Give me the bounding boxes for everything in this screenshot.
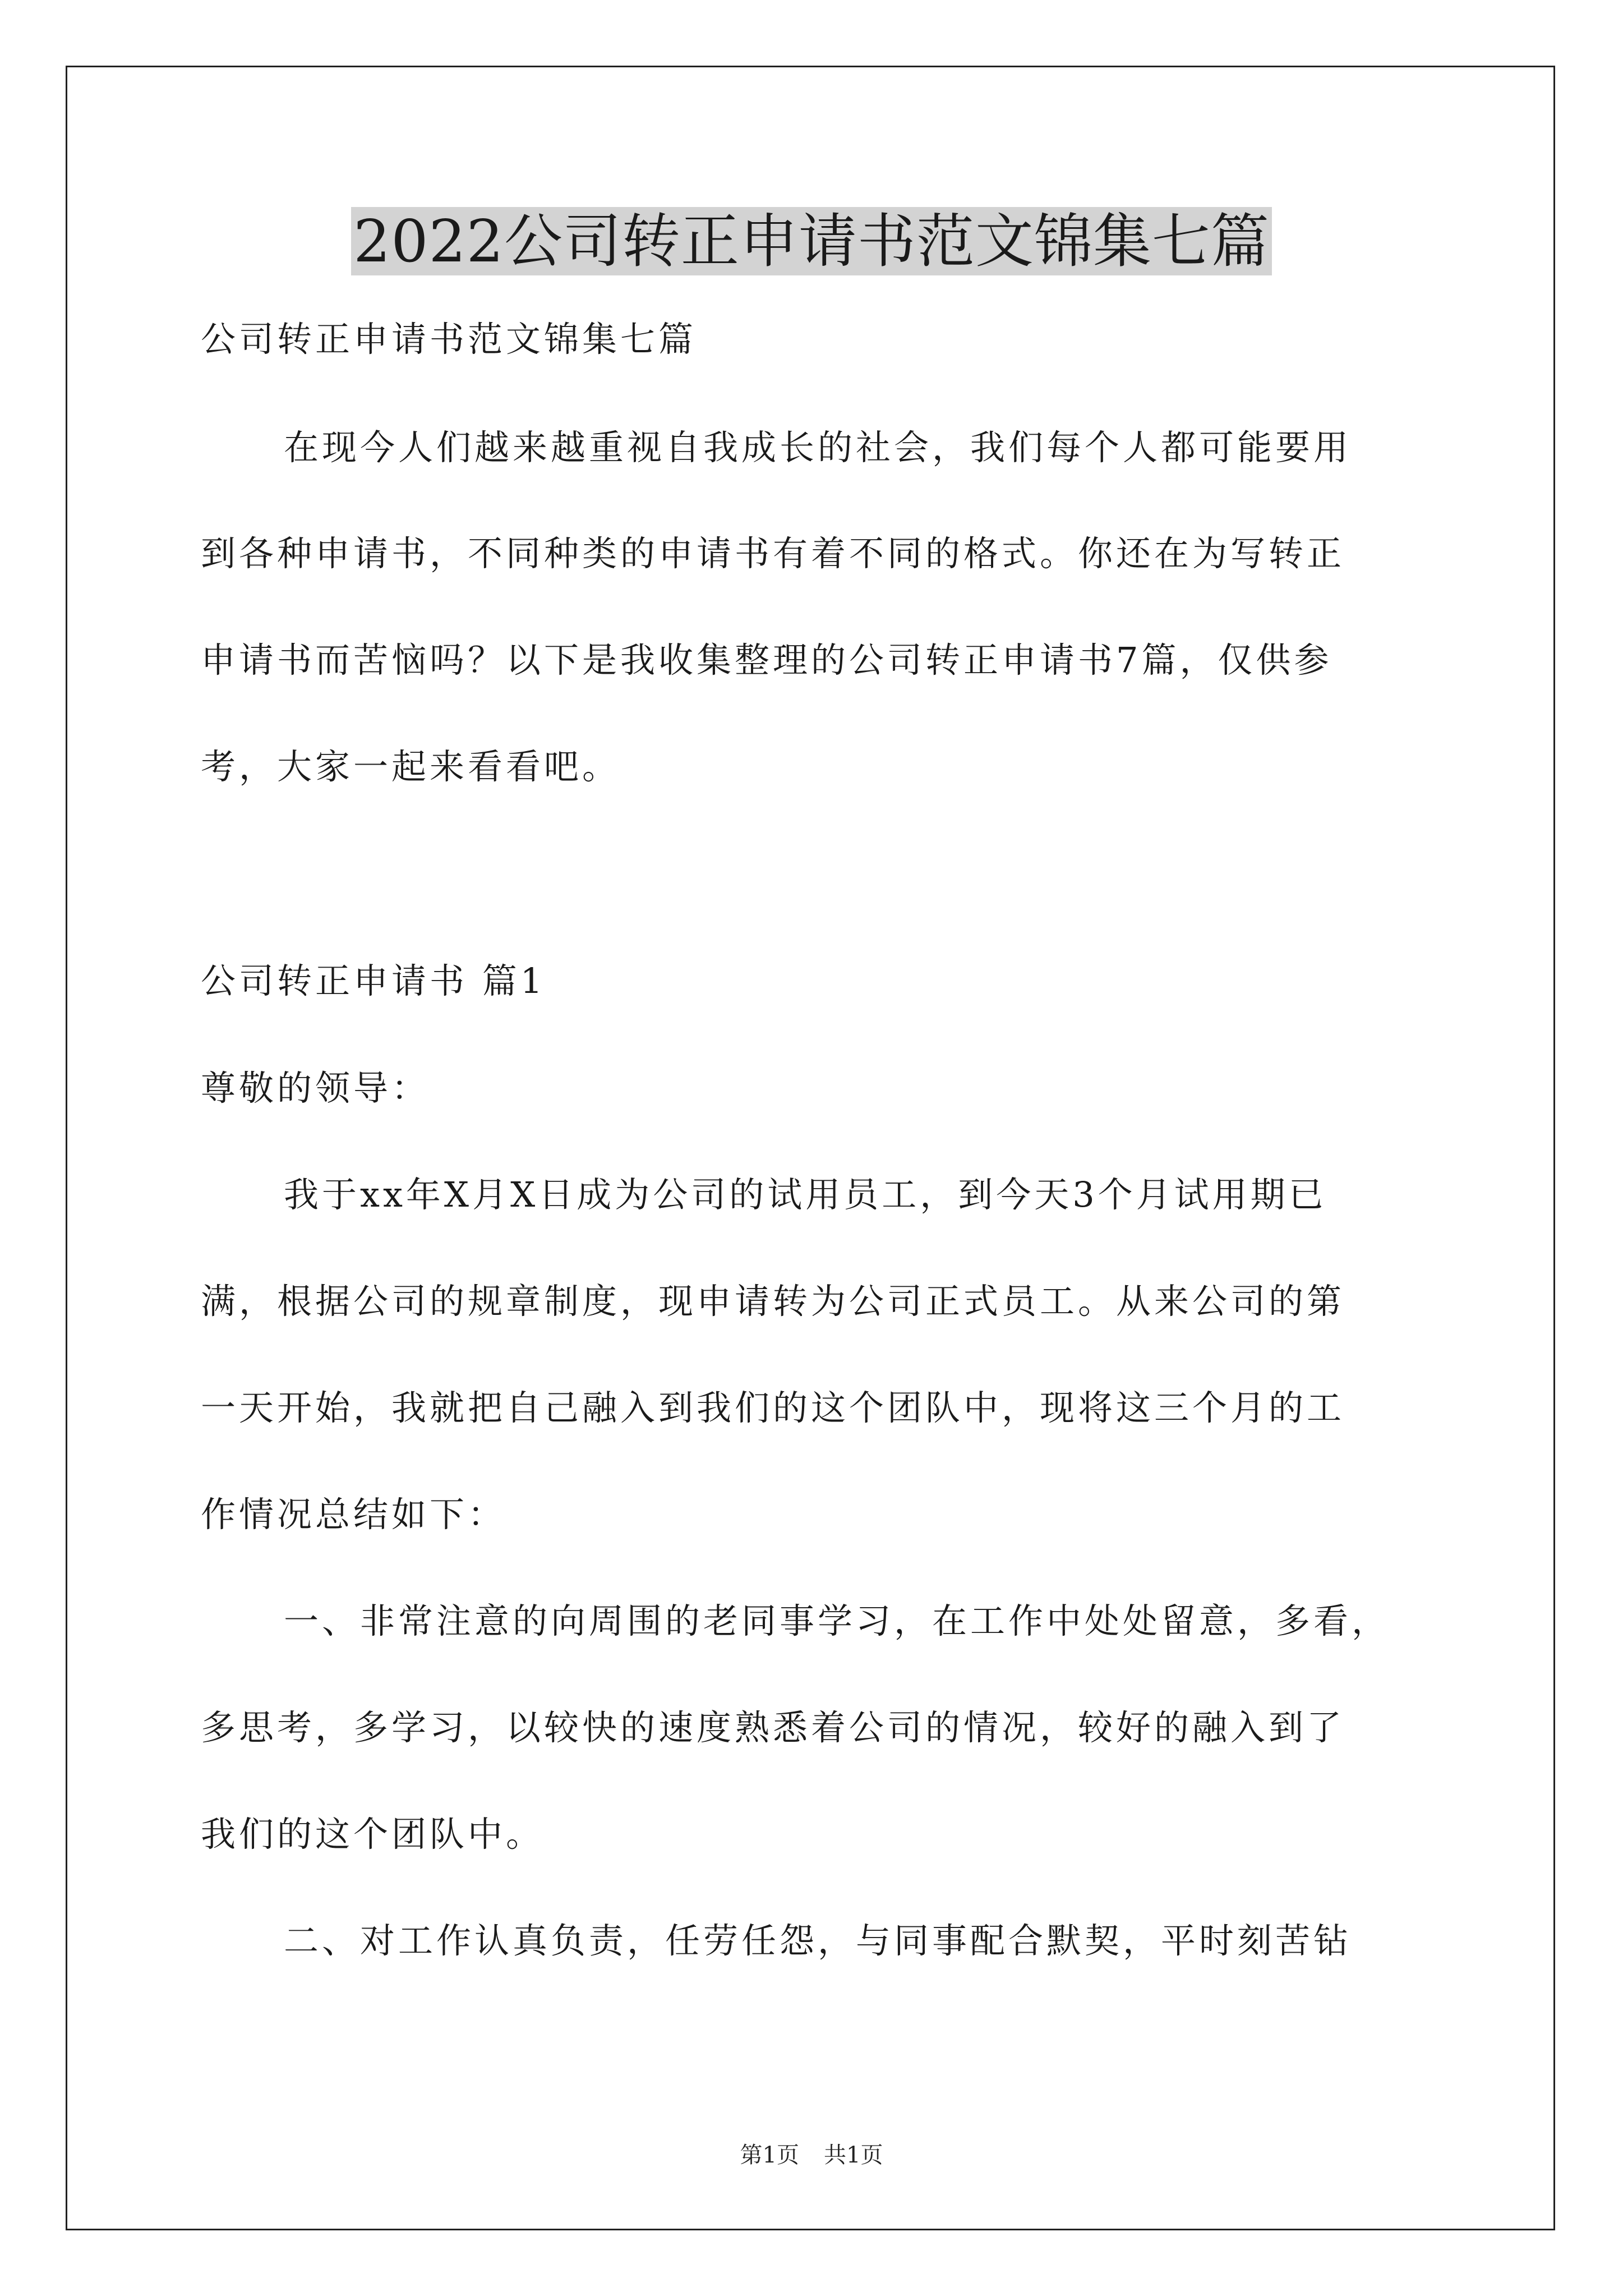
document-title-text: 2022公司转正申请书范文锦集七篇 <box>351 207 1272 275</box>
section-heading: 公司转正申请书 篇1 <box>201 960 546 1001</box>
document-title <box>0 199 1623 283</box>
intro-paragraph-line: 在现今人们越来越重视自我成长的社会，我们每个人都可能要用 <box>284 427 1352 468</box>
body-paragraph-line: 多思考，多学习，以较快的速度熟悉着公司的情况，较好的融入到了 <box>201 1707 1345 1748</box>
body-paragraph-line: 二、对工作认真负责，任劳任怨，与同事配合默契，平时刻苦钻 <box>284 1920 1352 1961</box>
intro-paragraph-line: 到各种申请书，不同种类的申请书有着不同的格式。你还在为写转正 <box>201 533 1345 574</box>
body-paragraph-line: 满，根据公司的规章制度，现申请转为公司正式员工。从来公司的第 <box>201 1281 1345 1322</box>
intro-paragraph-line: 考，大家一起来看看吧。 <box>201 746 621 787</box>
intro-paragraph-line: 申请书而苦恼吗？以下是我收集整理的公司转正申请书7篇，仅供参 <box>201 639 1332 680</box>
body-paragraph-line: 一天开始，我就把自己融入到我们的这个团队中，现将这三个月的工 <box>201 1387 1345 1428</box>
body-paragraph-line: 作情况总结如下： <box>201 1494 506 1535</box>
body-paragraph-line: 一、非常注意的向周围的老同事学习，在工作中处处留意，多看， <box>284 1600 1390 1641</box>
page-number-total: 共1页 <box>824 2142 883 2168</box>
salutation: 尊敬的领导： <box>201 1068 430 1108</box>
page-number-current: 第1页 <box>740 2142 799 2168</box>
page-footer <box>0 2138 1623 2172</box>
page-border <box>66 66 1555 2230</box>
doc-subtitle: 公司转正申请书范文锦集七篇 <box>201 319 697 360</box>
body-paragraph-line: 我于xx年X月X日成为公司的试用员工，到今天3个月试用期已 <box>284 1174 1327 1215</box>
body-paragraph-line: 我们的这个团队中。 <box>201 1814 545 1855</box>
